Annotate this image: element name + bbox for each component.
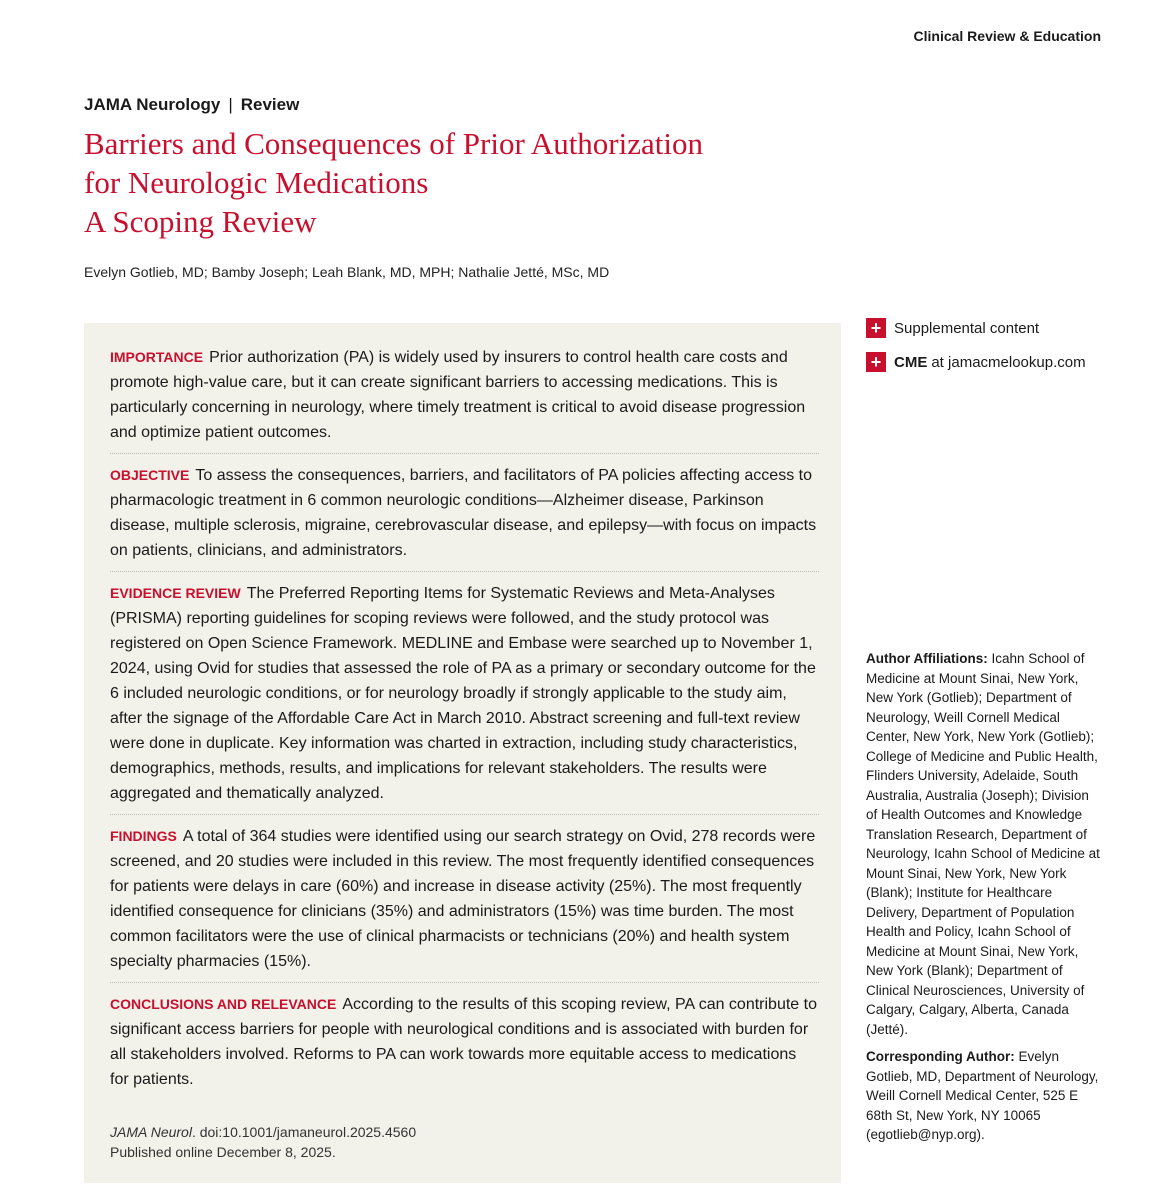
author-info-sidebar (866, 649, 1102, 1153)
abstract-box (84, 323, 841, 1183)
abstract-objective (110, 463, 819, 572)
importance-text: Prior authorization (PA) is widely used by insurers to control health care costs and promote high-value care, but it can create significant barriers to accessing medications. This is particularly concerning in neurology, where timely treatment is critical to avoid disease progression and optimize patient outcomes. (110, 349, 806, 441)
citation-doi[interactable]: . doi:10.1001/jamaneurol.2025.4560 (191, 1124, 417, 1140)
author-list: Evelyn Gotlieb, MD; Bamby Joseph; Leah Blank, MD, MPH; Nathalie Jetté, MSc, MD (84, 264, 610, 280)
corresponding-label: Corresponding Author: (866, 1049, 1015, 1064)
citation-published: Published online December 8, 2025. (110, 1144, 336, 1160)
abstract-findings (110, 824, 819, 983)
title-line-1: Barriers and Consequences of Prior Authorization (84, 126, 703, 161)
supplemental-content-link[interactable] (866, 318, 1106, 338)
objective-heading: OBJECTIVE (110, 467, 190, 483)
affiliations-text: Icahn School of Medicine at Mount Sinai, New York, New York (Gotlieb); Department of Neurology, Weill Cornell Medical Center, New York, New York (Gotlieb); College of Medicine and Public Health, Flinders University, Adelaide, South Australia, Australia (Joseph); Division of Health Outcomes and Knowledge Translation Research, Department of Neurology, Icahn School of Medicine at Mount Sinai, New York, New York (Blank); Institute for Healthcare Delivery, Department of Population Health and Policy, Icahn School of Medicine at Mount Sinai, New York, New York (Blank); Department of Clinical Neurosciences, University of Calgary, Calgary, Alberta, Canada (Jetté). (866, 651, 1100, 1037)
abstract-importance (110, 345, 819, 454)
supplemental-label: Supplemental content (894, 319, 1040, 337)
findings-text: A total of 364 studies were identified using our search strategy on Ovid, 278 records were screened, and 20 studies were included in this review. The most frequently identified consequences for patients were delays in care (60%) and increase in disease activity (25%). The most frequently identified consequence for clinicians (35%) and administrators (15%) was time burden. The most common facilitators were the use of clinical pharmacists or technicians (20%) and health system specialty pharmacies (15%). (110, 828, 816, 970)
plus-icon: + (866, 352, 886, 372)
side-links (866, 318, 1106, 386)
journal-separator: | (228, 95, 233, 114)
corresponding-text: Evelyn Gotlieb, MD, Department of Neurology, Weill Cornell Medical Center, 525 E 68th St, New York, NY 10065 (egotlieb@nyp.org). (866, 1049, 1099, 1142)
cme-label: CME (894, 353, 928, 371)
article-title (84, 124, 844, 241)
title-line-2: for Neurologic Medications (84, 165, 429, 200)
citation-doi-line (110, 1122, 819, 1142)
cme-text: at jamacmelookup.com (931, 353, 1086, 371)
author-affiliations (866, 649, 1102, 1039)
journal-line (84, 95, 299, 115)
article-type: Review (240, 95, 300, 114)
findings-heading: FINDINGS (110, 828, 177, 844)
conclusions-text: According to the results of this scoping review, PA can contribute to significant access barriers for people with neurological conditions and is associated with burden for all stakeholders involved. Reforms to PA can work towards more equitable access to medications for patients. (110, 996, 817, 1088)
conclusions-heading: CONCLUSIONS AND RELEVANCE (110, 996, 337, 1012)
plus-icon: + (866, 318, 886, 338)
evidence-review-text: The Preferred Reporting Items for Systematic Reviews and Meta-Analyses (PRISMA) reporting guidelines for scoping reviews were followed, and the study protocol was registered on Open Science Framework. MEDLINE and Embase were searched up to November 1, 2024, using Ovid for studies that assessed the role of PA as a primary or secondary outcome for the 6 included neurologic conditions, or for neurology broadly if strongly applicable to the study aim, after the signage of the Affordable Care Act in March 2010. Abstract screening and full-text review were done in duplicate. Key information was charted in extraction, including study characteristics, demographics, methods, results, and implications for relevant stakeholders. The results were aggregated and thematically analyzed. (110, 585, 816, 802)
abstract-conclusions (110, 992, 819, 1100)
abstract-evidence-review (110, 581, 819, 815)
section-tag: Clinical Review & Education (913, 28, 1101, 44)
citation-journal-abbr: JAMA Neurol (110, 1124, 192, 1140)
citation (110, 1122, 819, 1162)
importance-heading: IMPORTANCE (110, 349, 204, 365)
cme-link[interactable] (866, 352, 1106, 372)
title-subtitle: A Scoping Review (84, 204, 317, 239)
objective-text: To assess the consequences, barriers, and facilitators of PA policies affecting access to pharmacologic treatment in 6 common neurologic conditions—Alzheimer disease, Parkinson disease, multiple sclerosis, migraine, cerebrovascular disease, and epilepsy—with focus on impacts on patients, clinicians, and administrators. (110, 467, 817, 559)
evidence-review-heading: EVIDENCE REVIEW (110, 585, 241, 601)
affiliations-label: Author Affiliations: (866, 651, 988, 666)
journal-name: JAMA Neurology (84, 95, 221, 114)
corresponding-author (866, 1047, 1102, 1145)
